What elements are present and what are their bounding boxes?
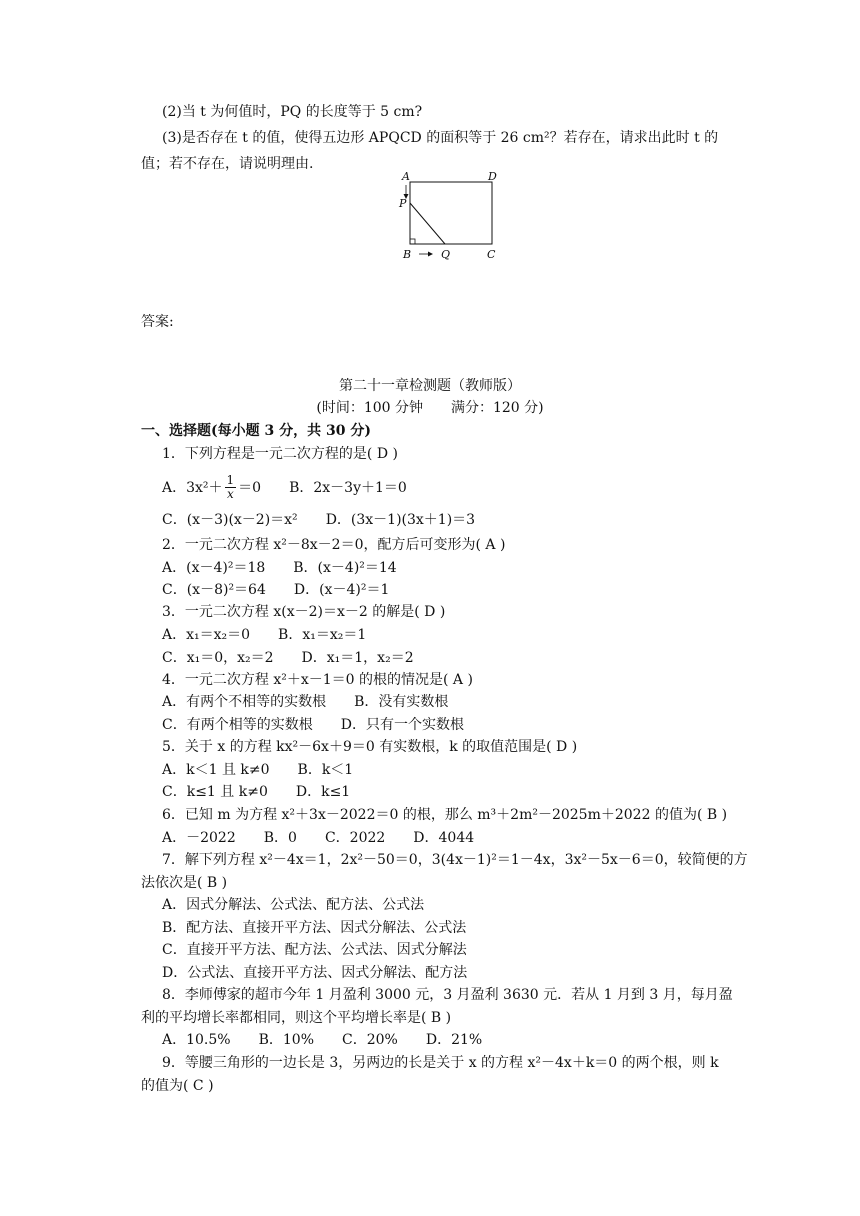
q3-stem: 3．一元二次方程 x(x－2)＝x－2 的解是( D ) xyxy=(162,604,446,620)
q7-option-a: A．因式分解法、公式法、配方法、公式法 xyxy=(162,897,425,913)
label-c: C xyxy=(487,248,496,260)
label-d: D xyxy=(488,170,497,183)
segment-pq xyxy=(410,203,445,244)
label-p: P xyxy=(399,197,407,210)
label-a: A xyxy=(402,170,410,183)
rectangle-figure xyxy=(392,168,502,260)
question-part-2: (2)当 t 为何值时，PQ 的长度等于 5 cm? xyxy=(162,104,423,120)
exam-subtitle: (时间：100 分钟 满分：120 分) xyxy=(316,400,544,416)
q6-stem: 6．已知 m 为方程 x²＋3x－2022＝0 的根，那么 m³＋2m²－2025m＋2022 的值为( B ) xyxy=(162,807,728,823)
question-part-3-line1: (3)是否存在 t 的值，使得五边形 APQCD 的面积等于 26 cm²？若存在，请求出此时 t 的 xyxy=(162,130,719,146)
q8-stem-line2: 利的平均增长率都相同，则这个平均增长率是( B ) xyxy=(141,1010,452,1026)
q7-option-b: B．配方法、直接开平方法、因式分解法、公式法 xyxy=(162,920,467,936)
answer-label: 答案: xyxy=(141,314,174,330)
q1-options-cd xyxy=(162,510,475,530)
q4-options-cd: C．有两个相等的实数根 D．只有一个实数根 xyxy=(162,717,464,733)
q4-options-ab: A．有两个不相等的实数根 B．没有实数根 xyxy=(162,694,449,710)
q7-stem-line1: 7．解下列方程 x²－4x＝1，2x²－50＝0，3(4x－1)²＝1－4x，3x²－5x－6＝0，较简便的方 xyxy=(162,852,748,868)
rectangle-abcd xyxy=(410,182,492,244)
q1-option-d: D．(3x－1)(3x＋1)＝3 xyxy=(325,512,476,528)
q5-options-cd: C．k≤1 且 k≠0 D．k≤1 xyxy=(162,784,351,800)
q8-options: A．10.5% B．10% C．20% D．21% xyxy=(162,1032,483,1048)
question-part-3-line2: 值；若不存在，请说明理由. xyxy=(141,156,314,172)
q2-stem: 2．一元二次方程 x²－8x－2＝0，配方后可变形为( A ) xyxy=(162,537,506,553)
q8-stem-line1: 8．李师傅家的超市今年 1 月盈利 3000 元，3 月盈利 3630 元．若从 1 月到 3 月，每月盈 xyxy=(162,987,733,1003)
q9-stem-line1: 9．等腰三角形的一边长是 3，另两边的长是关于 x 的方程 x²－4x＋k＝0 的两个根，则 k xyxy=(162,1055,719,1071)
q1-stem: 1．下列方程是一元二次方程的是( D ) xyxy=(162,446,398,462)
q7-option-c: C．直接开平方法、配方法、公式法、因式分解法 xyxy=(162,942,467,958)
exam-title: 第二十一章检测题（教师版） xyxy=(339,378,521,394)
q1-fraction: $\frac{1}{x}$ xyxy=(226,473,235,501)
q3-options-ab: A．x₁＝x₂＝0 B．x₁＝x₂＝1 xyxy=(162,627,367,643)
q4-stem: 4．一元二次方程 x²＋x－1＝0 的根的情况是( A ) xyxy=(162,672,473,688)
q7-stem-line2: 法依次是( B ) xyxy=(141,875,228,891)
q1-option-a-text: A．3x²＋ xyxy=(162,479,223,496)
q7-option-d: D．公式法、直接开平方法、因式分解法、配方法 xyxy=(162,965,468,981)
q2-options-cd: C．(x－8)²＝64 D．(x－4)²＝1 xyxy=(162,582,390,598)
right-angle-mark xyxy=(410,239,415,244)
label-q: Q xyxy=(441,248,451,260)
section-heading: 一、选择题(每小题 3 分，共 30 分) xyxy=(141,423,371,439)
q5-options-ab: A．k＜1 且 k≠0 B．k＜1 xyxy=(162,762,354,778)
q1-option-c: C．(x－3)(x－2)＝x² xyxy=(162,512,298,528)
label-b: B xyxy=(403,248,412,260)
q3-options-cd: C．x₁＝0，x₂＝2 D．x₁＝1，x₂＝2 xyxy=(162,650,414,666)
q1-options-ab: A．3x²＋ $\frac{1}{x}$ ＝0 B．2x－3y＋1＝0 xyxy=(162,473,407,501)
q1-option-b: B．2x－3y＋1＝0 xyxy=(289,479,407,496)
q9-stem-line2: 的值为( C ) xyxy=(141,1078,214,1094)
q5-stem: 5．关于 x 的方程 kx²－6x＋9＝0 有实数根，k 的取值范围是( D ) xyxy=(162,739,578,755)
arrow-right-head-icon xyxy=(428,252,433,257)
q6-options: A．－2022 B．0 C．2022 D．4044 xyxy=(162,830,475,846)
q2-options-ab: A．(x－4)²＝18 B．(x－4)²＝14 xyxy=(162,560,397,576)
